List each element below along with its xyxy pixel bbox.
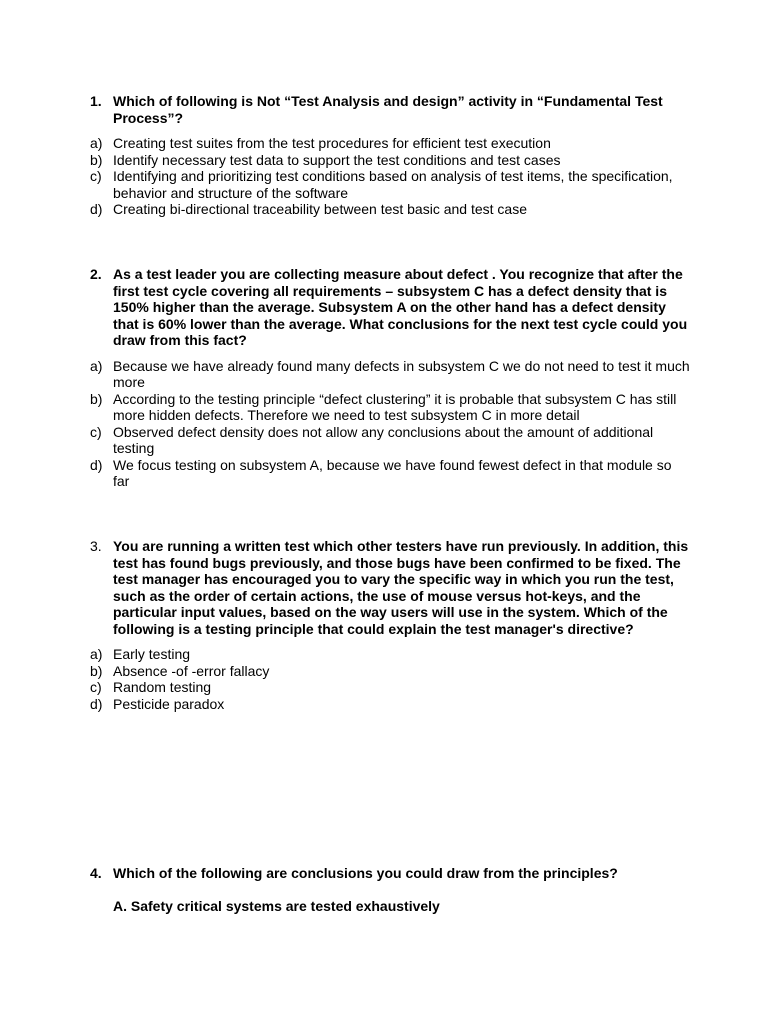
option-text: Observed defect density does not allow any conclusions about the amount of additional testing	[113, 423, 654, 456]
question-stem	[90, 93, 690, 126]
option-text: Random testing	[113, 679, 212, 695]
question-3	[90, 538, 690, 712]
option-letter: d)	[90, 456, 103, 473]
question-text: You are running a written test which other testers have run previously. In addition, this test has found bugs previously, and those bugs have been confirmed to be fixed. The test manager has encouraged you to vary the specific way in which you run the test, such as the order of certain actions, the use of mouse versus hot-keys, and the particular input values, based on the way users will use in the system. Which of the following is a testing principle that could explain the test manager's directive?	[113, 538, 689, 637]
answer-option	[90, 646, 690, 663]
option-letter: d)	[90, 201, 103, 217]
question-1	[90, 93, 690, 218]
option-letter: c)	[90, 168, 102, 184]
question-4-statement-a: A. Safety critical systems are tested exhaustively	[113, 898, 440, 914]
question-number: 4.	[90, 865, 102, 881]
option-letter: c)	[90, 679, 102, 695]
option-letter: c)	[90, 423, 102, 440]
option-letter: b)	[90, 151, 103, 168]
answer-options	[90, 358, 690, 490]
answer-option	[90, 696, 690, 713]
option-text: Creating test suites from the test procedures for efficient test execution	[113, 135, 551, 151]
option-letter: a)	[90, 357, 103, 374]
answer-options	[90, 646, 690, 712]
question-text: Which of the following are conclusions you could draw from the principles?	[113, 865, 618, 881]
answer-option	[90, 152, 690, 169]
question-stem	[90, 865, 690, 882]
option-letter: b)	[90, 390, 103, 407]
option-letter: d)	[90, 695, 103, 712]
answer-option	[90, 679, 690, 696]
answer-option	[90, 663, 690, 680]
answer-option	[90, 201, 690, 218]
question-stem	[90, 266, 690, 349]
option-text: Creating bi-directional traceability between test basic and test case	[113, 201, 527, 217]
option-text: Because we have already found many defects in subsystem C we do not need to test it much more	[113, 357, 690, 390]
question-4	[90, 865, 690, 882]
answer-option	[90, 391, 690, 424]
question-number: 1.	[90, 93, 102, 109]
question-number: 2.	[90, 266, 102, 282]
answer-option	[90, 358, 690, 391]
option-text: Identify necessary test data to support the test conditions and test cases	[113, 151, 561, 168]
option-text: Pesticide paradox	[113, 695, 225, 712]
answer-option	[90, 457, 690, 490]
question-text: Which of following is Not “Test Analysis and design” activity in “Fundamental Test Process”?	[113, 93, 663, 126]
answer-options	[90, 135, 690, 218]
option-text: Identifying and prioritizing test conditions based on analysis of test items, the specification, behavior and structure of the software	[113, 168, 673, 201]
question-stem	[90, 538, 690, 637]
option-text: Early testing	[113, 646, 191, 662]
answer-option	[90, 135, 690, 152]
question-2	[90, 266, 690, 490]
option-text: Absence -of -error fallacy	[113, 662, 270, 679]
option-letter: a)	[90, 646, 103, 662]
option-text: We focus testing on subsystem A, because we have found fewest defect in that module so far	[113, 456, 672, 489]
answer-option	[90, 168, 690, 201]
question-number: 3.	[90, 538, 102, 554]
option-text: According to the testing principle “defect clustering” it is probable that subsystem C has still more hidden defects. Therefore we need to test subsystem C in more detail	[113, 390, 677, 423]
option-letter: a)	[90, 135, 103, 151]
question-text: As a test leader you are collecting measure about defect . You recognize that after the first test cycle covering all requirements – subsystem C has a defect density that is 150% higher than the average. Subsystem A on the other hand has a defect density that is 60% lower than the average. What conclusions for the next test cycle could you draw from this fact?	[113, 266, 688, 348]
answer-option	[90, 424, 690, 457]
option-letter: b)	[90, 662, 103, 679]
